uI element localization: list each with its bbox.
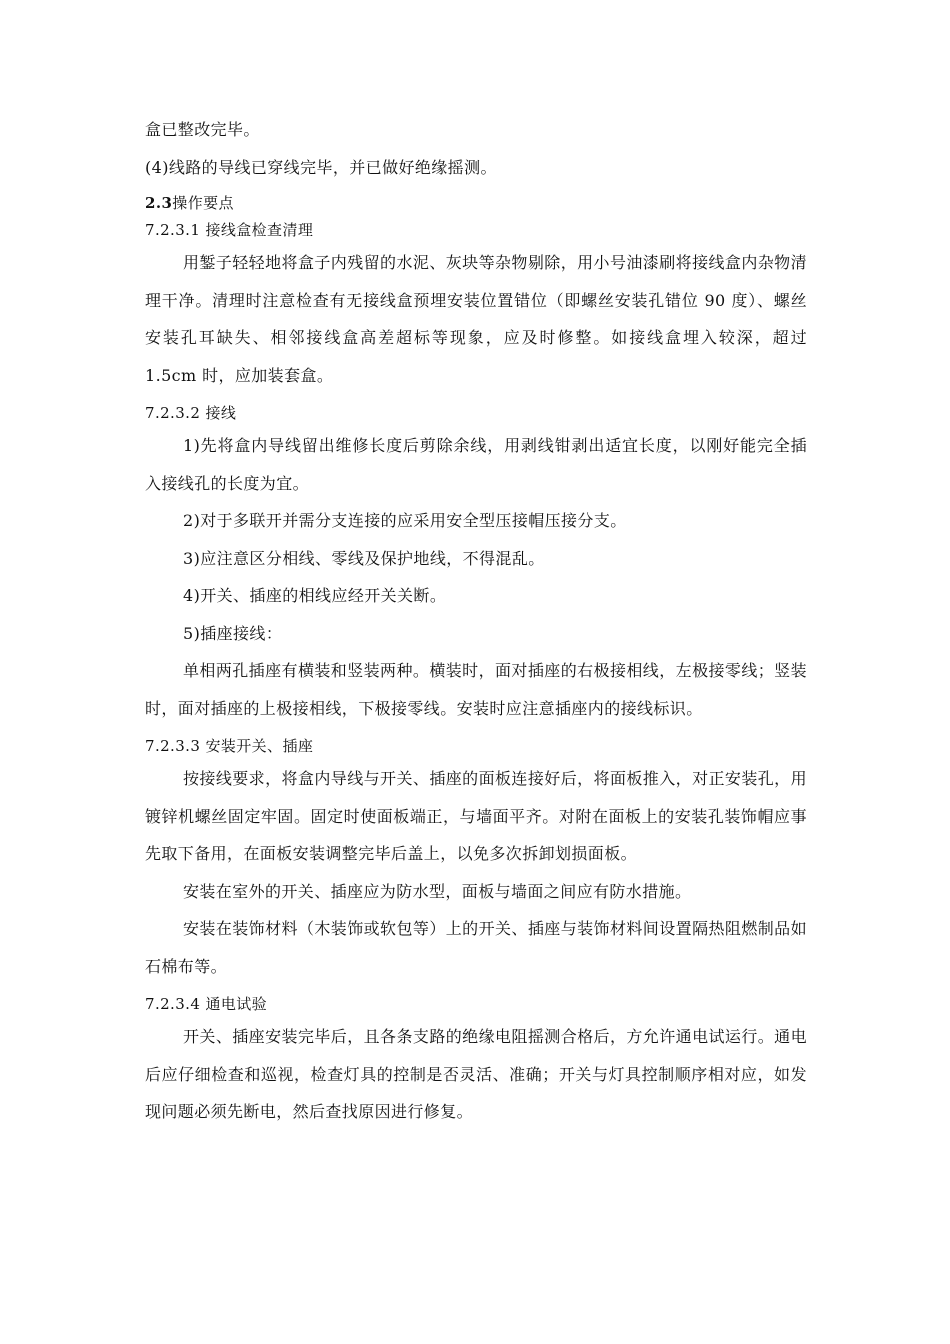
subsection-2-item-3: 3)应注意区分相线、零线及保护地线，不得混乱。 <box>183 548 545 568</box>
subsection-3-paragraph-1: 按接线要求，将盒内导线与开关、插座的面板连接好后，将面板推入，对正安装孔，用镀锌机螺丝固定牢固。固定时使面板端正，与墙面平齐。对附在面板上的安装孔装饰帽应事先取下备用，在面板安装调整完毕后盖上，以免多次拆卸划损面板。 <box>145 769 807 863</box>
subsection-heading-3: 7.2.3.3 安装开关、插座 <box>145 737 314 755</box>
subsection-2-item-4: 4)开关、插座的相线应经开关关断。 <box>183 586 447 605</box>
subsection-2-item-5: 5)插座接线： <box>183 623 283 643</box>
subsection-heading-2: 7.2.3.2 接线 <box>145 404 237 422</box>
intro-line-1: 盒已整改完毕。 <box>145 120 260 139</box>
subsection-heading-4: 7.2.3.4 通电试验 <box>145 995 268 1013</box>
subsection-1-paragraph: 用錾子轻轻地将盒子内残留的水泥、灰块等杂物剔除，用小号油漆刷将接线盒内杂物清理干净。清理时注意检查有无接线盒预埋安装位置错位（即螺丝安装孔错位 90 度）、螺丝安装孔耳缺失、相邻接线盒高差超标等现象，应及时修整。如接线盒埋入较深，超过 1.5cm 时，应加装套盒。 <box>145 253 807 385</box>
subsection-2-item-1: 1)先将盒内导线留出维修长度后剪除余线，用剥线钳剥出适宜长度，以刚好能完全插入接线孔的长度为宜。 <box>145 436 807 493</box>
section-title: 操作要点 <box>172 194 234 212</box>
intro-line-2: (4)线路的导线已穿线完毕，并已做好绝缘摇测。 <box>145 157 497 177</box>
subsection-4-paragraph: 开关、插座安装完毕后，且各条支路的绝缘电阻摇测合格后，方允许通电试运行。通电后应仔细检查和巡视，检查灯具的控制是否灵活、准确；开关与灯具控制顺序相对应，如发现问题必须先断电，然后查找原因进行修复。 <box>145 1027 807 1121</box>
section-number: 2.3 <box>145 194 173 212</box>
document-body <box>145 111 807 1131</box>
subsection-heading-1: 7.2.3.1 接线盒检查清理 <box>145 221 314 239</box>
section-heading <box>145 190 807 217</box>
subsection-3-paragraph-2: 安装在室外的开关、插座应为防水型，面板与墙面之间应有防水措施。 <box>183 881 692 901</box>
subsection-2-item-2: 2)对于多联开并需分支连接的应采用安全型压接帽压接分支。 <box>183 511 627 530</box>
subsection-2-item-5-paragraph: 单相两孔插座有横装和竖装两种。横装时，面对插座的右极接相线，左极接零线；竖装时，面对插座的上极接相线，下极接零线。安装时应注意插座内的接线标识。 <box>145 661 807 718</box>
subsection-3-paragraph-3: 安装在装饰材料（木装饰或软包等）上的开关、插座与装饰材料间设置隔热阻燃制品如石棉布等。 <box>145 919 807 976</box>
